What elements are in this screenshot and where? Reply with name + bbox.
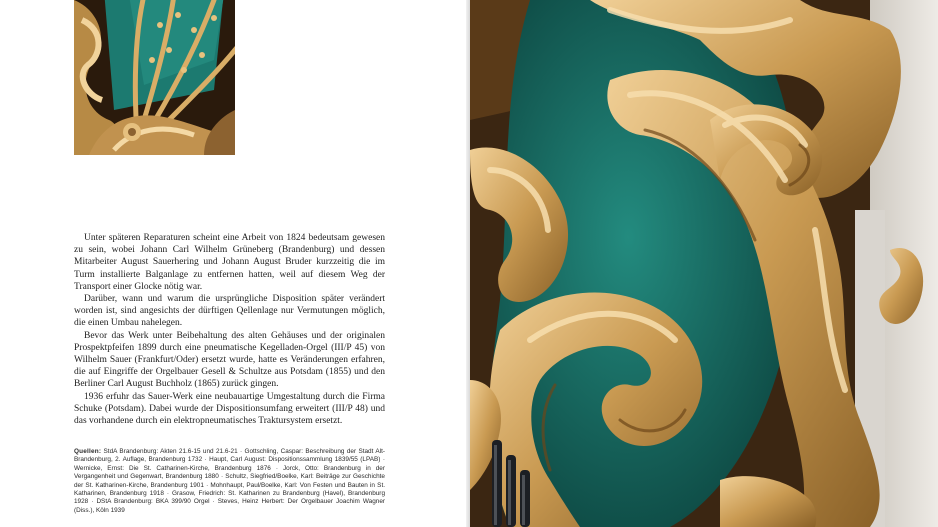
paragraph-schuke-1936: 1936 erfuhr das Sauer-Werk eine neubauartige Umgestaltung durch die Firma Schuke (Potsdam). Dabei wurde der Dispositionsumfang erweitert (III/P 48) und das vorhandene durch ein elektropneumatisches Traktursystem ersetzt. <box>74 391 385 427</box>
sources-label: Quellen: <box>74 448 102 455</box>
ornament-detail-photo <box>74 0 235 155</box>
main-body-text <box>74 232 385 427</box>
organ-carving-photo <box>470 0 938 527</box>
sources-list: StdA Brandenburg: Akten 21.6-15 und 21.6-21 · Gottschling, Caspar: Beschreibung der Stadt Alt-Brandenburg, 2. Auflage, Brandenburg 1732 · Haupt, Carl August: Dispositionssammlung 1839/55 (LPAB) · Wernicke, Ernst: Die St. Catharinen-Kirche, Brandenburg 1876 · Jorck, Otto: Brandenburg in der Vergangenheit und Gegenwart, Brandenburg 1880 · Schultz, Siegfried/Boelke, Karl: Beiträge zur Geschichte der St. Katharinen-Kirche, Brandenburg 1901 · Mohnhaupt, Paul/Boelke, Karl: Von Festen und Bauten in St. Katharinen, Brandenburg 1918 · Grasow, Friedrich: St. Katharinen zu Brandenburg (Havel), Brandenburg 1928 · DStA Brandenburg: BKA 399/90 Orgel · Steves, Heinz Herbert: Der Orgelbauer Joachim Wagner (Diss.), Köln 1939 <box>74 448 385 514</box>
sources-footnote <box>74 448 385 515</box>
paragraph-disposition: Darüber, wann und warum die ursprüngliche Disposition später verändert worden ist, sind angesichts der dürftigen Qellenlage nur Vermutungen möglich, die einen Umbau nahelegen. <box>74 294 385 329</box>
paragraph-sauer-1899: Bevor das Werk unter Beibehaltung des alten Gehäuses und der originalen Prospektpfeifen 1899 durch eine pneumatische Kegelladen-Orgel (III/P 45) von Wilhelm Sauer (Frankfurt/Oder) ersetzt wurde, hatte es Veränderungen erfahren, die auf Eingriffe der Orgelbauer Gesell & Schultze aus Potsdam (1855) und den Berliner Carl August Buchholz (1865) zurück gingen. <box>74 330 385 390</box>
ornament-detail-photo-art <box>74 0 235 155</box>
paragraph-repairs-1824: Unter späteren Reparaturen scheint eine Arbeit von 1824 bedeutsam gewesen zu sein, wobei Johann Carl Wilhelm Grüneberg (Brandenburg) und dessen Mitarbeiter August Sauerhering und Johann August Bruder kurzzeitig die im Turm installierte Balganlage zu entfernen hatten, weil auf diesem Weg der Transport einer Glocke nötig war. <box>74 233 385 292</box>
organ-carving-photo-art <box>470 0 938 527</box>
